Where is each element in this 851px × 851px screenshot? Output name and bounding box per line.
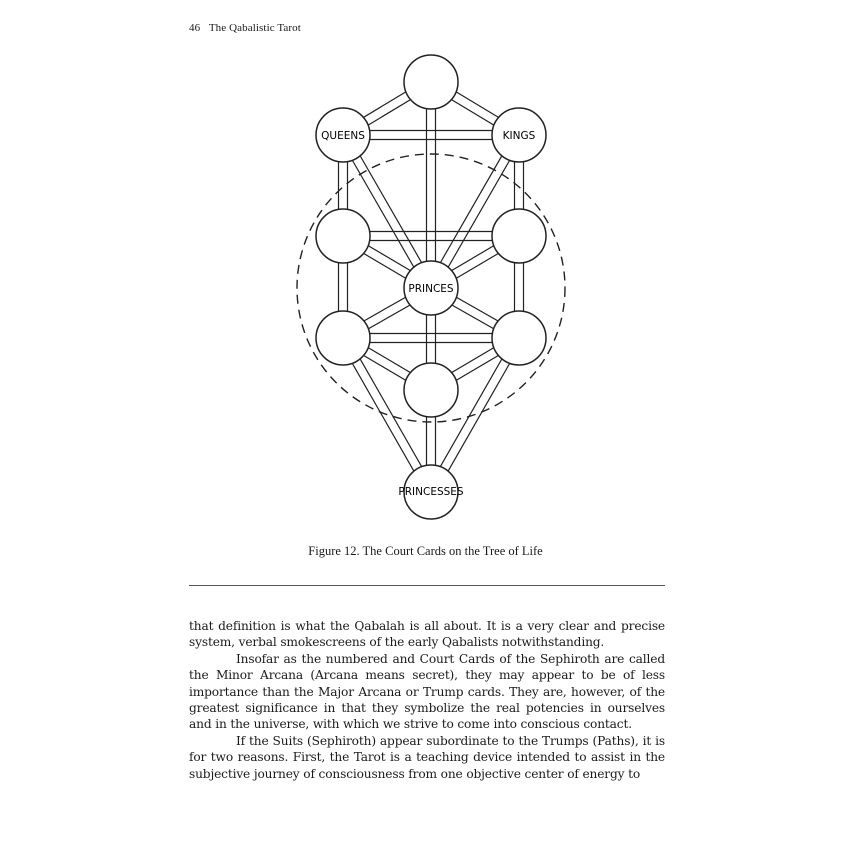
label-princesses: PRINCESSES <box>398 486 464 498</box>
paragraph-3: If the Suits (Sephiroth) appear subordinate to the Trumps (Paths), it is for two reasons. First, the Tarot is a teaching device intended to assist in the subjective journey of consciousness from one objective center of energy to <box>189 733 665 781</box>
paragraph-1: that definition is what the Qabalah is all about. It is a very clear and precise system, verbal smokescreens of the early Qabalists notwithstanding. <box>189 619 665 650</box>
node-chesed <box>492 209 546 263</box>
body-text <box>189 618 665 782</box>
node-hod <box>316 311 370 365</box>
page-number: 46 <box>189 22 201 34</box>
node-geburah <box>316 209 370 263</box>
running-title: The Qabalistic Tarot <box>208 22 301 34</box>
horizontal-rule <box>189 585 665 586</box>
label-queens: QUEENS <box>321 130 365 142</box>
label-kings: KINGS <box>502 130 536 142</box>
paragraph-2: Insofar as the numbered and Court Cards of the Sephiroth are called the Minor Arcana (Arcana means secret), they may appear to be of less importance than the Major Arcana or Trump cards. They are, however, of the greatest significance in that they symbolize the real potencies in ourselves and in the universe, with which we strive to come into conscious contact. <box>189 651 665 732</box>
label-princes: PRINCES <box>408 283 454 295</box>
node-kether <box>404 55 458 109</box>
node-netzach <box>492 311 546 365</box>
figure-caption: Figure 12. The Court Cards on the Tree of Life <box>308 544 543 558</box>
node-yesod <box>404 363 458 417</box>
